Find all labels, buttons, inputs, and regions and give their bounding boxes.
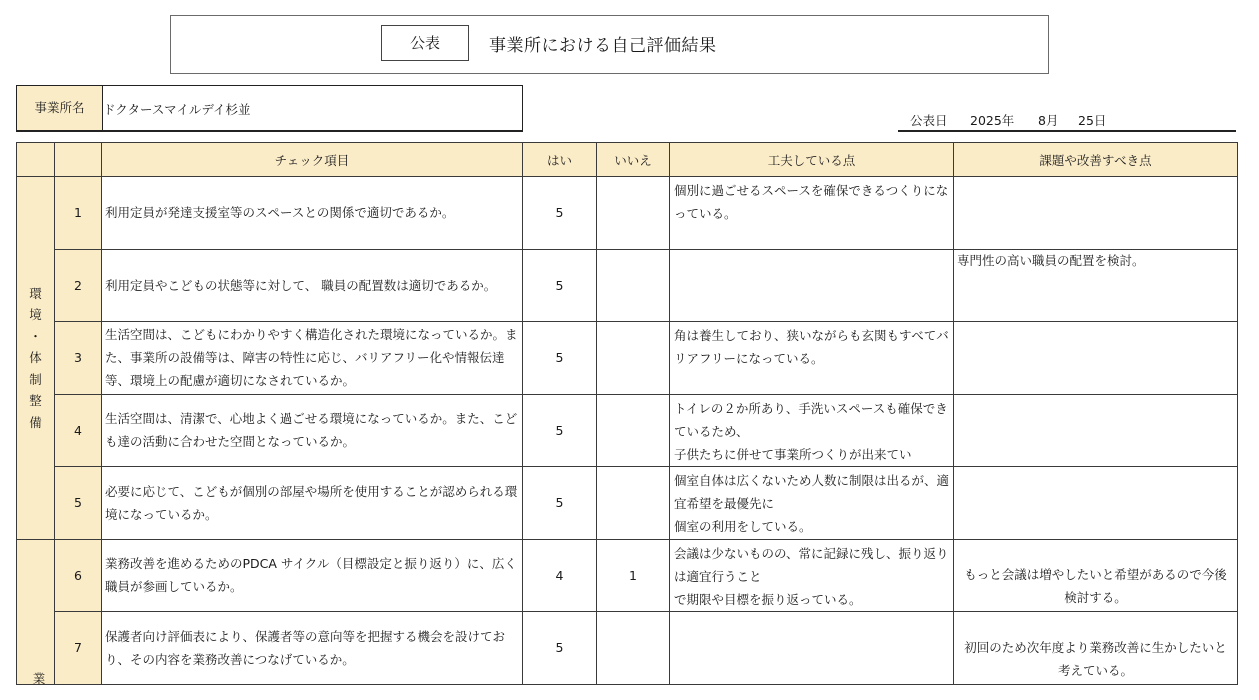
ingenuity-text: 角は養生しており、狭いながらも玄関もすべてバリアフリーになっている。 xyxy=(670,322,954,395)
evaluation-table xyxy=(16,142,1238,685)
category-environment xyxy=(17,177,55,540)
issues-text: 専門性の高い職員の配置を検討。 xyxy=(954,249,1238,322)
ingenuity-text xyxy=(670,612,954,685)
office-name-box xyxy=(16,85,523,132)
no-count: 1 xyxy=(597,539,670,612)
check-item-text: 保護者向け評価表により、保護者等の意向等を把握する機会を設けており、その内容を業務改善につなげているか。 xyxy=(102,612,523,685)
table-row xyxy=(17,612,1238,685)
category-label: 業 xyxy=(32,671,46,686)
check-item-text: 利用定員やこどもの状態等に対して、 職員の配置数は適切であるか。 xyxy=(102,249,523,322)
header-yes: はい xyxy=(523,143,597,177)
ingenuity-text xyxy=(670,249,954,322)
check-item-text: 生活空間は、こどもにわかりやすく構造化された環境になっているか。また、事業所の設備等は、障害の特性に応じ、バリアフリー化や情報伝達等、環境上の配慮が適切になされているか。 xyxy=(102,322,523,395)
yes-count: 5 xyxy=(523,249,597,322)
publication-month: 8月 xyxy=(1038,113,1059,128)
row-number: 7 xyxy=(55,612,102,685)
title-box xyxy=(170,15,1049,74)
header-number xyxy=(55,143,102,177)
issues-text xyxy=(954,394,1238,467)
publication-day: 25日 xyxy=(1078,113,1107,128)
table-row xyxy=(17,322,1238,395)
issues-text: 初回のため次年度より業務改善に生かしたいと考えている。 xyxy=(954,612,1238,685)
row-number: 5 xyxy=(55,467,102,540)
no-count xyxy=(597,467,670,540)
publication-date-label: 公表日 xyxy=(910,113,948,128)
header-check-item: チェック項目 xyxy=(102,143,523,177)
no-count xyxy=(597,612,670,685)
row-number: 6 xyxy=(55,539,102,612)
row-number: 2 xyxy=(55,249,102,322)
yes-count: 5 xyxy=(523,322,597,395)
table-row xyxy=(17,249,1238,322)
check-item-text: 生活空間は、清潔で、心地よく過ごせる環境になっているか。また、こども達の活動に合わせた空間となっているか。 xyxy=(102,394,523,467)
yes-count: 4 xyxy=(523,539,597,612)
no-count xyxy=(597,394,670,467)
check-item-text: 必要に応じて、こどもが個別の部屋や場所を使用することが認められる環境になっているか。 xyxy=(102,467,523,540)
publication-year: 2025年 xyxy=(970,113,1015,128)
no-count xyxy=(597,249,670,322)
ingenuity-text: 個別に過ごせるスペースを確保できるつくりになっている。 xyxy=(670,177,954,250)
header-ingenuity: 工夫している点 xyxy=(670,143,954,177)
office-name-value: ドクタースマイルデイ杉並 xyxy=(103,102,251,117)
table-header-row xyxy=(17,143,1238,177)
ingenuity-text: トイレの２か所あり、手洗いスペースも確保できているため、 子供たちに併せて事業所つくりが出来てい xyxy=(670,394,954,467)
category-operations xyxy=(17,539,55,684)
publication-date xyxy=(898,109,1236,132)
page-title: 事業所における自己評価結果 xyxy=(489,36,717,56)
check-item-text: 利用定員が発達支援室等のスペースとの関係で適切であるか。 xyxy=(102,177,523,250)
row-number: 3 xyxy=(55,322,102,395)
yes-count: 5 xyxy=(523,394,597,467)
office-name-label: 事業所名 xyxy=(17,86,103,130)
table-row xyxy=(17,394,1238,467)
issues-text xyxy=(954,322,1238,395)
header-issues: 課題や改善すべき点 xyxy=(954,143,1238,177)
issues-text xyxy=(954,177,1238,250)
row-number: 4 xyxy=(55,394,102,467)
table-row xyxy=(17,467,1238,540)
yes-count: 5 xyxy=(523,612,597,685)
no-count xyxy=(597,322,670,395)
check-item-text: 業務改善を進めるためのPDCA サイクル（目標設定と振り返り）に、広く職員が参画しているか。 xyxy=(102,539,523,612)
header-no: いいえ xyxy=(597,143,670,177)
no-count xyxy=(597,177,670,250)
table-row xyxy=(17,539,1238,612)
ingenuity-text: 会議は少ないものの、常に記録に残し、振り返りは適宜行うこと で期限や目標を振り返っている。 xyxy=(670,539,954,612)
yes-count: 5 xyxy=(523,467,597,540)
yes-count: 5 xyxy=(523,177,597,250)
row-number: 1 xyxy=(55,177,102,250)
issues-text: もっと会議は増やしたいと希望があるので今後検討する。 xyxy=(954,539,1238,612)
public-badge: 公表 xyxy=(381,25,469,61)
table-row xyxy=(17,177,1238,250)
ingenuity-text: 個室自体は広くないため人数に制限は出るが、適宜希望を最優先に 個室の利用をしている。 xyxy=(670,467,954,540)
category-label: 環 境 ・ 体 制 整 備 xyxy=(29,285,42,430)
issues-text xyxy=(954,467,1238,540)
header-category xyxy=(17,143,55,177)
